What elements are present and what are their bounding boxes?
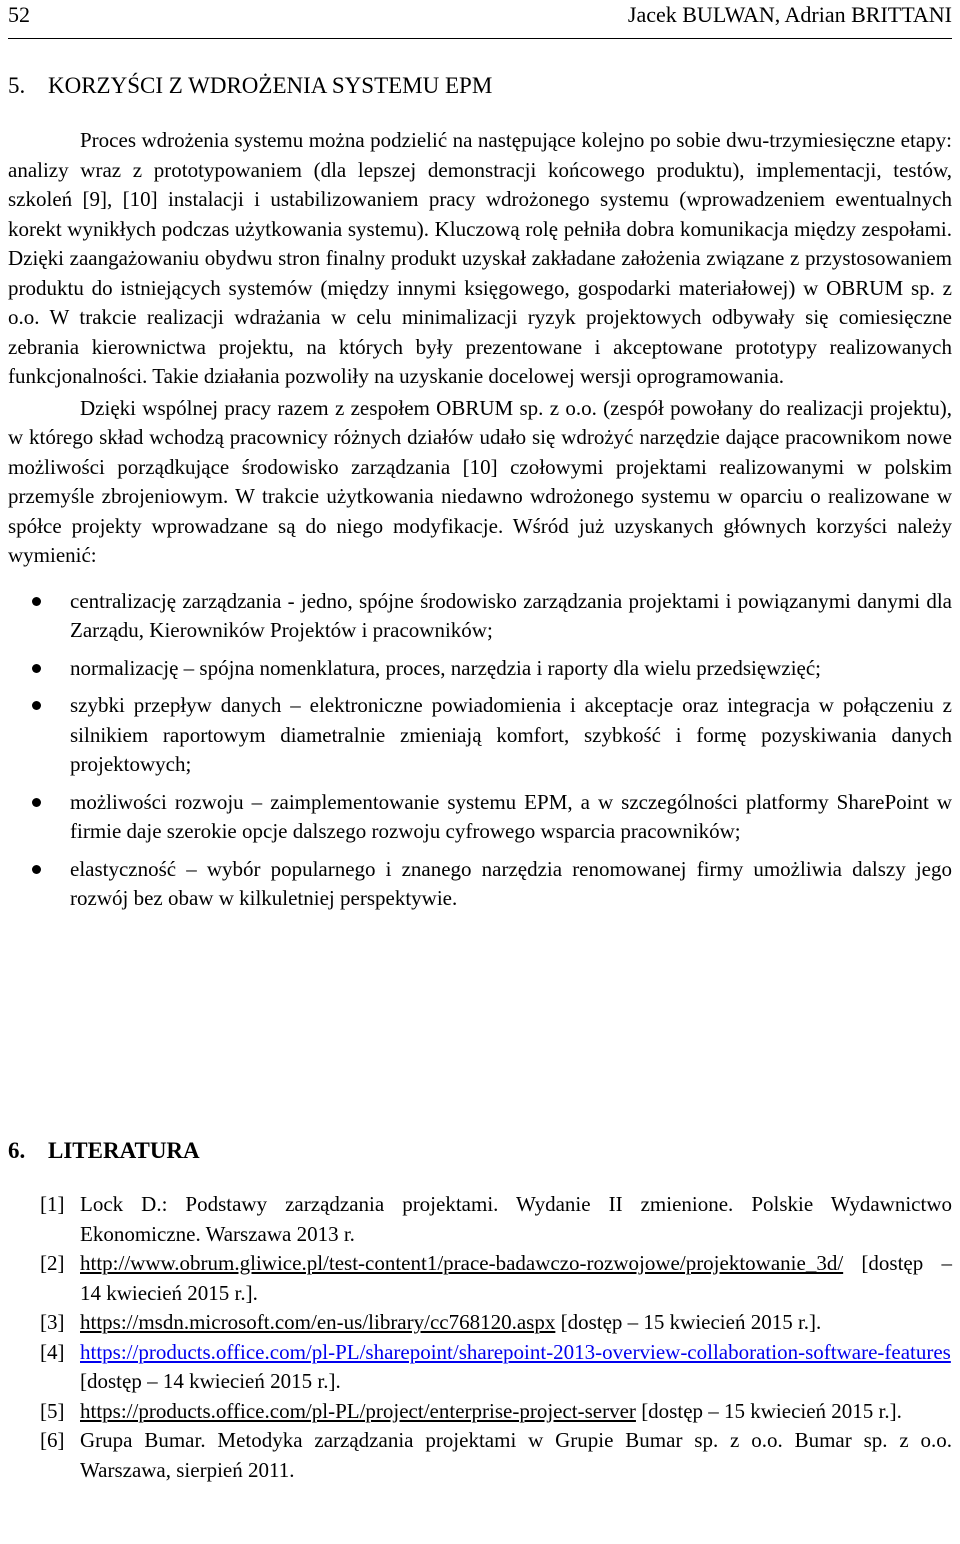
reference-access-date: [dostęp – 15 kwiecień 2015 r.]. (555, 1310, 822, 1334)
reference-access-date: [dostęp – 15 kwiecień 2015 r.]. (635, 1398, 902, 1423)
page-number: 52 (8, 2, 30, 27)
reference-item (40, 1308, 952, 1338)
list-item-text: możliwości rozwoju – zaimplementowanie systemu EPM, a w szczególności platformy SharePoint w firmie daje szerokie opcje dalszego rozwoju cyfrowego wsparcia pracowników; (70, 789, 952, 843)
bullet-icon (32, 865, 41, 874)
paragraph: Dzięki wspólnej pracy razem z zespołem OBRUM sp. z o.o. (zespół powołany do realizacji projektu), w którego skład wchodzą pracownicy różnych działów udało się wdrożyć narzędzie dające pracownikom nowe możliwości porządkujące środowisko zarządzania [10] czołowymi projektami realizowanymi w polskim przemyśle zbrojeniowym. W trakcie użytkowania niedawno wdrożonego systemu w oparciu o realizowane w spółce projekty wprowadzane są do niego modyfikacje. Wśród już uzyskanych głównych korzyści należy wymienić: (8, 395, 952, 567)
section-5-number: 5. (8, 73, 26, 98)
list-item (8, 855, 952, 914)
reference-access-date: [dostęp – 14 kwiecień 2015 r.]. (80, 1369, 341, 1393)
reference-access-date: [dostęp – 14 kwiecień 2015 r.]. (80, 1251, 952, 1305)
list-item (8, 691, 952, 780)
reference-text: Grupa Bumar. Metodyka zarządzania projektami w Grupie Bumar sp. z o.o. Bumar sp. z o.o. Warszawa, sierpień 2011. (80, 1428, 952, 1482)
page-header (8, 0, 952, 39)
reference-number: [3] (40, 1310, 65, 1334)
reference-number: [2] (40, 1251, 65, 1275)
reference-number: [4] (40, 1339, 65, 1364)
reference-link[interactable]: http://www.obrum.gliwice.pl/test-content1/prace-badawczo-rozwojowe/projektowanie_3d/ (80, 1251, 844, 1275)
running-head-authors: Jacek BULWAN, Adrian BRITTANI (627, 2, 952, 27)
bullet-icon (32, 701, 41, 710)
reference-item (40, 1249, 952, 1308)
list-item-text: centralizację zarządzania - jedno, spójne środowisko zarządzania projektami i powiązanymi danymi dla Zarządu, Kierowników Projektów i pracowników; (70, 588, 952, 642)
list-item-text: normalizację – spójna nomenklatura, proces, narzędzia i raporty dla wielu przedsięwzięć; (70, 655, 822, 680)
bullet-icon (32, 798, 41, 807)
paragraph: Proces wdrożenia systemu można podzielić na następujące kolejno po sobie dwu-trzymiesięczne etapy: analizy wraz z prototypowaniem (dla lepszej demonstracji końcowego produktu), implementacji, testów, szkoleń [9], [10] instalacji i ustabilizowaniem pracy wdrożonego systemu (wprowadzeniem ewentualnych korekt wynikłych podczas użytkowania systemu). Kluczową rolę pełniła dobra komunikacja między zespołami. Dzięki zaangażowaniu obydwu stron finalny produkt uzyskał zakładane założenia związane z przystosowaniem produktu do istniejących systemów (między innymi księgowego, gospodarki materiałowej) w OBRUM sp. z o.o. W trakcie realizacji wdrażania w celu minimalizacji ryzyk projektowych odbywały się comiesięczne zebrania kierownictwa projektu, na których były prezentowane i akceptowane prototypy realizowanych funkcjonalności. Takie działania pozwoliły na uzyskanie docelowej wersji oprogramowania. (8, 128, 952, 388)
section-6-title: LITERATURA (48, 1138, 200, 1163)
reference-number: [5] (40, 1398, 65, 1423)
list-item-text: szybki przepływ danych – elektroniczne powiadomienia i akceptacje oraz integracja w połączeniu z silnikiem raportowym diametralnie zmieniają komfort, szybkość i formę pozyskiwania danych projektowych; (70, 693, 952, 776)
section-6-heading (8, 1136, 200, 1166)
bullet-icon (32, 664, 41, 673)
list-item-text: elastyczność – wybór popularnego i znanego narzędzia renomowanej firmy umożliwia dalszy jego rozwój bez obaw w kilkuletniej perspektywie. (70, 856, 952, 910)
reference-item (40, 1338, 952, 1397)
reference-item (40, 1190, 952, 1249)
reference-text: Lock D.: Podstawy zarządzania projektami. Wydanie II zmienione. Polskie Wydawnictwo Ekonomiczne. Warszawa 2013 r. (80, 1192, 952, 1246)
benefits-list (8, 587, 952, 914)
reference-link[interactable]: https://products.office.com/pl-PL/sharepoint/sharepoint-2013-overview-collaboration-software-features (80, 1339, 951, 1364)
reference-item (40, 1426, 952, 1485)
list-item (8, 788, 952, 847)
reference-link[interactable]: https://msdn.microsoft.com/en-us/library/cc768120.aspx (80, 1310, 556, 1334)
reference-item (40, 1397, 952, 1427)
section-6-number: 6. (8, 1138, 26, 1163)
section-5-body (8, 126, 952, 922)
section-5-title: KORZYŚCI Z WDROŻENIA SYSTEMU EPM (48, 73, 493, 98)
reference-number: [6] (40, 1428, 65, 1452)
bullet-icon (32, 597, 41, 606)
reference-link[interactable]: https://products.office.com/pl-PL/project/enterprise-project-server (80, 1398, 636, 1423)
list-item (8, 587, 952, 646)
list-item (8, 654, 952, 684)
reference-number: [1] (40, 1192, 65, 1216)
section-5-heading (8, 71, 492, 101)
reference-list (40, 1190, 952, 1485)
